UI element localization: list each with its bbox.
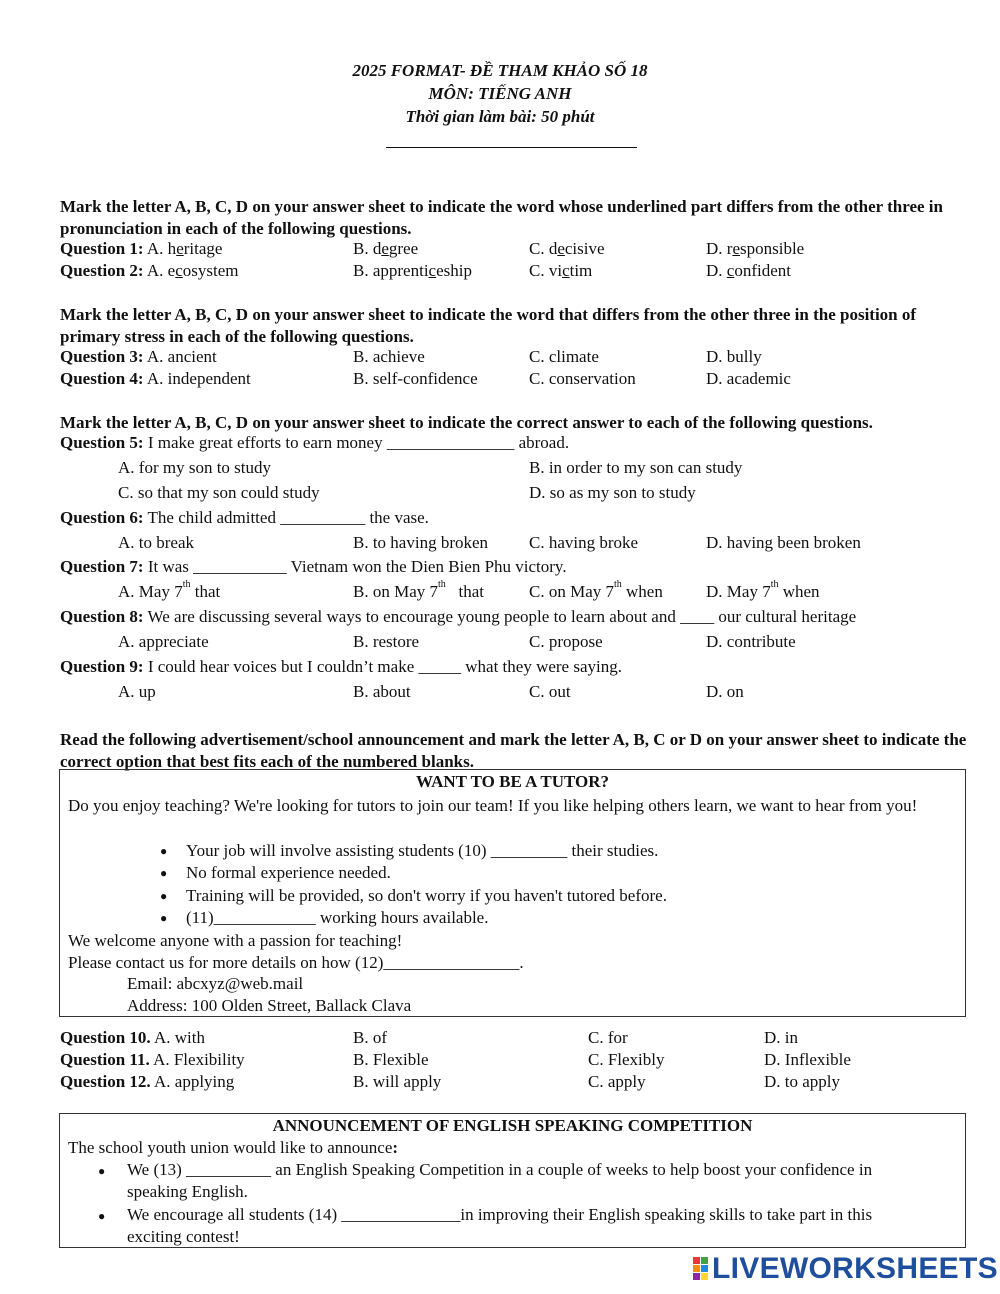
q8-option-d[interactable]: D. contribute [706, 632, 796, 651]
q9-stem: I could hear voices but I couldn’t make _____ what they were saying. [147, 657, 622, 676]
announcement-bullet-13: We (13) __________ an English Speaking Competition in a couple of weeks to help boost your confidence in [127, 1160, 873, 1179]
q3-option-c[interactable]: C. climate [529, 347, 599, 366]
q5-option-a[interactable]: A. for my son to study [118, 458, 271, 477]
q3-label: Question 3: [60, 347, 144, 366]
q8-option-c[interactable]: C. propose [529, 632, 603, 651]
q1-option-b[interactable]: B. degree [353, 239, 419, 258]
q7-option-b[interactable]: B. on May 7th that [353, 579, 485, 601]
q10-option-b[interactable]: B. of [353, 1028, 387, 1047]
q9-option-b[interactable]: B. about [353, 682, 411, 701]
q7-option-a[interactable]: A. May 7th that [118, 579, 221, 601]
q5-label: Question 5: [60, 433, 144, 452]
q8-label: Question 8: [60, 607, 144, 626]
q11-option-d[interactable]: D. Inflexible [764, 1050, 851, 1069]
competition-announcement [59, 1113, 966, 1248]
q2-label: Question 2: [60, 261, 144, 280]
q7-stem: It was ___________ Vietnam won the Dien Bien Phu victory. [147, 557, 567, 576]
q11-option-a[interactable]: A. Flexibility [153, 1050, 245, 1069]
q11-option-b[interactable]: B. Flexible [353, 1050, 429, 1069]
ad-bullet-experience: No formal experience needed. [186, 863, 391, 882]
ad-intro: Do you enjoy teaching? We're looking for tutors to join our team! If you like helping others learn, we want to hear from you! [68, 796, 918, 815]
q3-option-b[interactable]: B. achieve [353, 347, 425, 366]
ad-email: Email: abcxyz@web.mail [127, 974, 304, 993]
announcement-bullet-13-cont: speaking English. [127, 1182, 248, 1201]
ad-contact: Please contact us for more details on how (12)________________. [68, 953, 524, 972]
q7-option-d[interactable]: D. May 7th when [706, 579, 820, 601]
ad-bullet-10: Your job will involve assisting students (10) _________ their studies. [186, 841, 659, 860]
ad-title: WANT TO BE A TUTOR? [415, 772, 610, 791]
q4-option-b[interactable]: B. self-confidence [353, 369, 478, 388]
q10-option-d[interactable]: D. in [764, 1028, 798, 1047]
q6-option-d[interactable]: D. having been broken [706, 533, 861, 552]
q5-option-c[interactable]: C. so that my son could study [118, 483, 320, 502]
q1-option-d[interactable]: D. responsible [706, 239, 805, 258]
header-divider [386, 147, 637, 148]
ad-bullet-training: Training will be provided, so don't worry if you haven't tutored before. [186, 886, 667, 905]
q2-option-c[interactable]: C. victim [529, 261, 593, 280]
announcement-bullet-14-cont: exciting contest! [127, 1227, 240, 1246]
q6-option-a[interactable]: A. to break [118, 533, 195, 552]
q9-option-a[interactable]: A. up [118, 682, 156, 701]
bullet-icon: ● [160, 889, 168, 903]
q8-stem: We are discussing several ways to encourage young people to learn about and ____ our cultural heritage [147, 607, 857, 626]
ad-welcome: We welcome anyone with a passion for teaching! [68, 931, 403, 950]
bullet-icon: ● [160, 866, 168, 880]
bullet-icon: ● [98, 1164, 106, 1178]
q12-option-b[interactable]: B. will apply [353, 1072, 442, 1091]
q6-option-b[interactable]: B. to having broken [353, 533, 489, 552]
q11-label: Question 11. [60, 1050, 150, 1069]
subject-title: MÔN: TIẾNG ANH [428, 84, 572, 103]
q2-option-a[interactable]: A. ecosystem [146, 261, 239, 280]
announcement-intro: The school youth union would like to announce: [68, 1138, 399, 1157]
q2-option-d[interactable]: D. confident [706, 261, 791, 280]
q4-label: Question 4: [60, 369, 144, 388]
q8-option-a[interactable]: A. appreciate [118, 632, 209, 651]
announcement-bullet-14: We encourage all students (14) ______________in improving their English speaking skills to take part in this [127, 1205, 873, 1224]
q12-option-d[interactable]: D. to apply [764, 1072, 841, 1091]
q3-option-a[interactable]: A. ancient [146, 347, 217, 366]
section1-instructions: Mark the letter A, B, C, D on your answer sheet to indicate the word whose underlined part differs from the other three in pronunciation in each of the following questions. [60, 197, 943, 238]
exam-title: 2025 FORMAT- ĐỀ THAM KHẢO SỐ 18 [352, 61, 648, 80]
q4-option-d[interactable]: D. academic [706, 369, 791, 388]
bullet-icon: ● [160, 911, 168, 925]
bullet-icon: ● [160, 844, 168, 858]
q2-option-b[interactable]: B. apprenticeship [353, 261, 472, 280]
q4-option-c[interactable]: C. conservation [529, 369, 636, 388]
q3-option-d[interactable]: D. bully [706, 347, 762, 366]
q6-option-c[interactable]: C. having broke [529, 533, 639, 552]
tutor-advertisement [59, 769, 966, 1017]
q10-option-c[interactable]: C. for [588, 1028, 628, 1047]
ad-bullet-11: (11)____________ working hours available. [186, 908, 489, 927]
time-limit: Thời gian làm bài: 50 phút [405, 107, 595, 126]
q5-option-d[interactable]: D. so as my son to study [529, 483, 696, 502]
q12-option-a[interactable]: A. applying [154, 1072, 235, 1091]
section2-instructions: Mark the letter A, B, C, D on your answer sheet to indicate the word that differs from the other three in the position of primary stress in each of the following questions. [60, 305, 917, 346]
q4-option-a[interactable]: A. independent [146, 369, 251, 388]
ad-address: Address: 100 Olden Street, Ballack Clava [127, 996, 412, 1015]
q8-option-b[interactable]: B. restore [353, 632, 420, 651]
q10-option-a[interactable]: A. with [154, 1028, 205, 1047]
q9-option-d[interactable]: D. on [706, 682, 744, 701]
q1-option-c[interactable]: C. decisive [529, 239, 605, 258]
q10-label: Question 10. [60, 1028, 151, 1047]
q9-option-c[interactable]: C. out [529, 682, 571, 701]
q11-option-c[interactable]: C. Flexibly [588, 1050, 665, 1069]
liveworksheets-logo-text: LIVEWORKSHEETS [712, 1252, 998, 1285]
q7-label: Question 7: [60, 557, 144, 576]
q9-label: Question 9: [60, 657, 144, 676]
q5-option-b[interactable]: B. in order to my son can study [529, 458, 743, 477]
section4-instructions: Read the following advertisement/school announcement and mark the letter A, B, C or D on your answer sheet to indicate the correct option that best fits each of the numbered blanks. [60, 730, 967, 771]
q1-option-a[interactable]: A. heritage [146, 239, 223, 258]
q7-option-c[interactable]: C. on May 7th when [529, 579, 663, 601]
q6-stem: The child admitted __________ the vase. [147, 508, 429, 527]
q12-option-c[interactable]: C. apply [588, 1072, 646, 1091]
section3-instructions: Mark the letter A, B, C, D on your answer sheet to indicate the correct answer to each of the following questions. [60, 413, 873, 432]
q1-label: Question 1: [60, 239, 144, 258]
q5-stem: I make great efforts to earn money _______________ abroad. [147, 433, 570, 452]
q6-label: Question 6: [60, 508, 144, 527]
bullet-icon: ● [98, 1209, 106, 1223]
announcement-title: ANNOUNCEMENT OF ENGLISH SPEAKING COMPETITION [272, 1116, 753, 1135]
q12-label: Question 12. [60, 1072, 151, 1091]
